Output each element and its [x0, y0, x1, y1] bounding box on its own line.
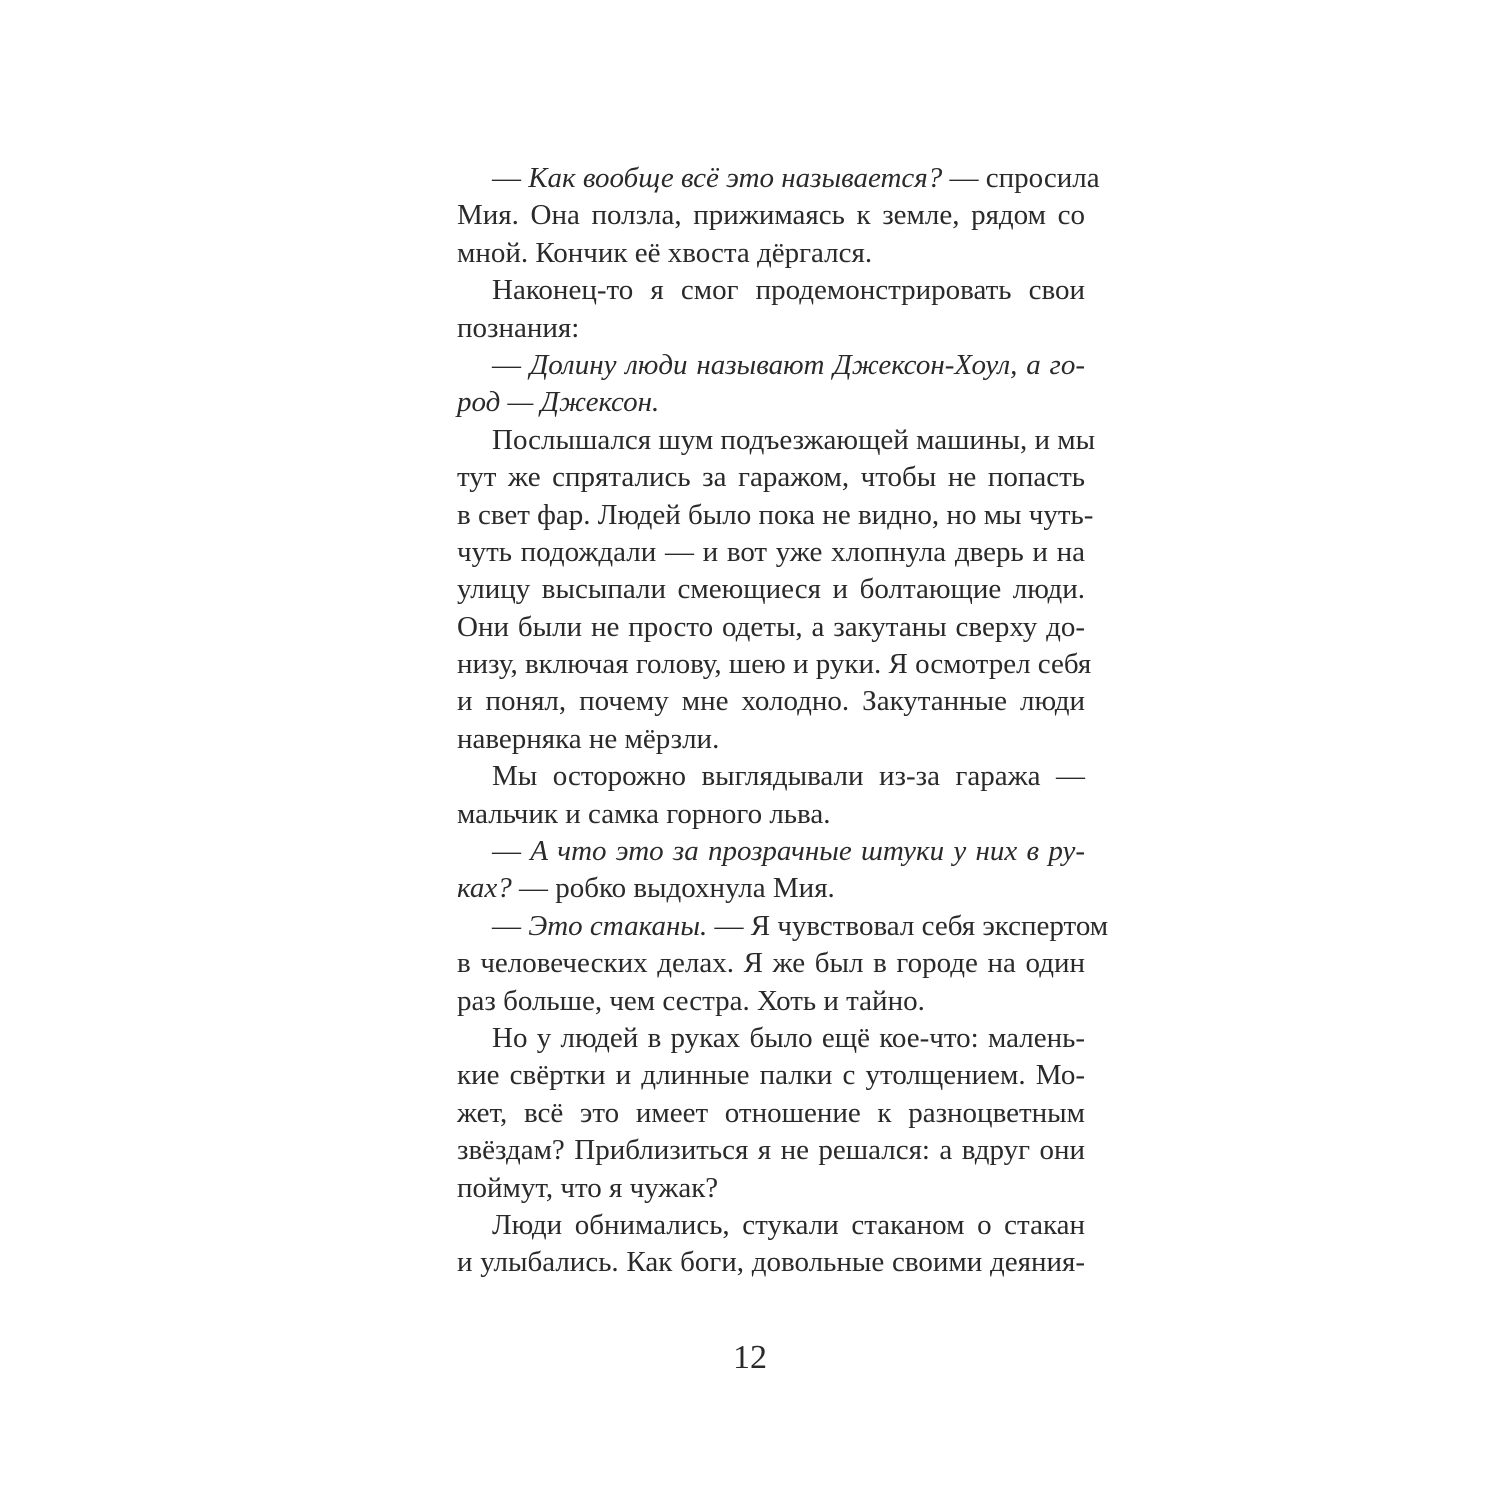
text-line: Но у людей в руках было ещё кое-что: малень- [492, 1021, 1085, 1054]
text-line: Послышался шум подъезжающей машины, и мы [492, 423, 1096, 456]
text-line: улицу высыпали смеющиеся и болтающие люди. [457, 573, 1085, 606]
text-line: поймут, что я чужак? [457, 1171, 719, 1204]
text-line: мальчик и самка горного льва. [457, 797, 831, 830]
text-line: — Долину люди называют Джексон-Хоул, а го- [492, 348, 1086, 381]
page-number: 12 [733, 1339, 767, 1376]
text-line: звёздам? Приблизиться я не решался: а вдруг они [457, 1134, 1085, 1167]
text-line: познания: [457, 311, 580, 344]
text-line: мной. Кончик её хвоста дёргался. [457, 236, 873, 269]
text-line: в человеческих делах. Я же был в городе на один [457, 947, 1085, 980]
text-line: Наконец-то я смог продемонстрировать свои [492, 274, 1085, 307]
body-text [457, 160, 1109, 1282]
text-line: кие свёртки и длинные палки с утолщением. Мо- [457, 1059, 1085, 1092]
text-line: чуть подождали — и вот уже хлопнула дверь и на [457, 535, 1085, 568]
text-line: наверняка не мёрзли. [457, 722, 720, 755]
text-line: жет, всё это имеет отношение к разноцветным [457, 1096, 1085, 1129]
text-line: род — Джексон. [457, 386, 660, 419]
text-line: Люди обнимались, стукали стаканом о стакан [492, 1208, 1085, 1241]
text-line: низу, включая голову, шею и руки. Я осмотрел себя [457, 648, 1092, 681]
text-line: и понял, почему мне холодно. Закутанные люди [457, 685, 1085, 718]
text-line: раз больше, чем сестра. Хоть и тайно. [457, 984, 925, 1017]
text-line: — Это стаканы. — Я чувствовал себя экспертом [492, 909, 1109, 942]
text-line: — А что это за прозрачные штуки у них в ру- [492, 835, 1085, 868]
text-line: и улыбались. Как боги, довольные своими деяния- [457, 1246, 1085, 1279]
text-line: тут же спрятались за гаражом, чтобы не попасть [457, 461, 1085, 494]
text-line: Мия. Она ползла, прижимаясь к земле, рядом со [457, 199, 1085, 232]
text-line: Мы осторожно выглядывали из-за гаража — [492, 760, 1085, 793]
text-line: Они были не просто одеты, а закутаны сверху до- [457, 610, 1085, 643]
text-line: в свет фар. Людей было пока не видно, но мы чуть- [457, 498, 1094, 531]
text-line: — Как вообще всё это называется? — спросила [492, 162, 1100, 194]
text-line: ках? — робко выдохнула Мия. [457, 872, 835, 905]
